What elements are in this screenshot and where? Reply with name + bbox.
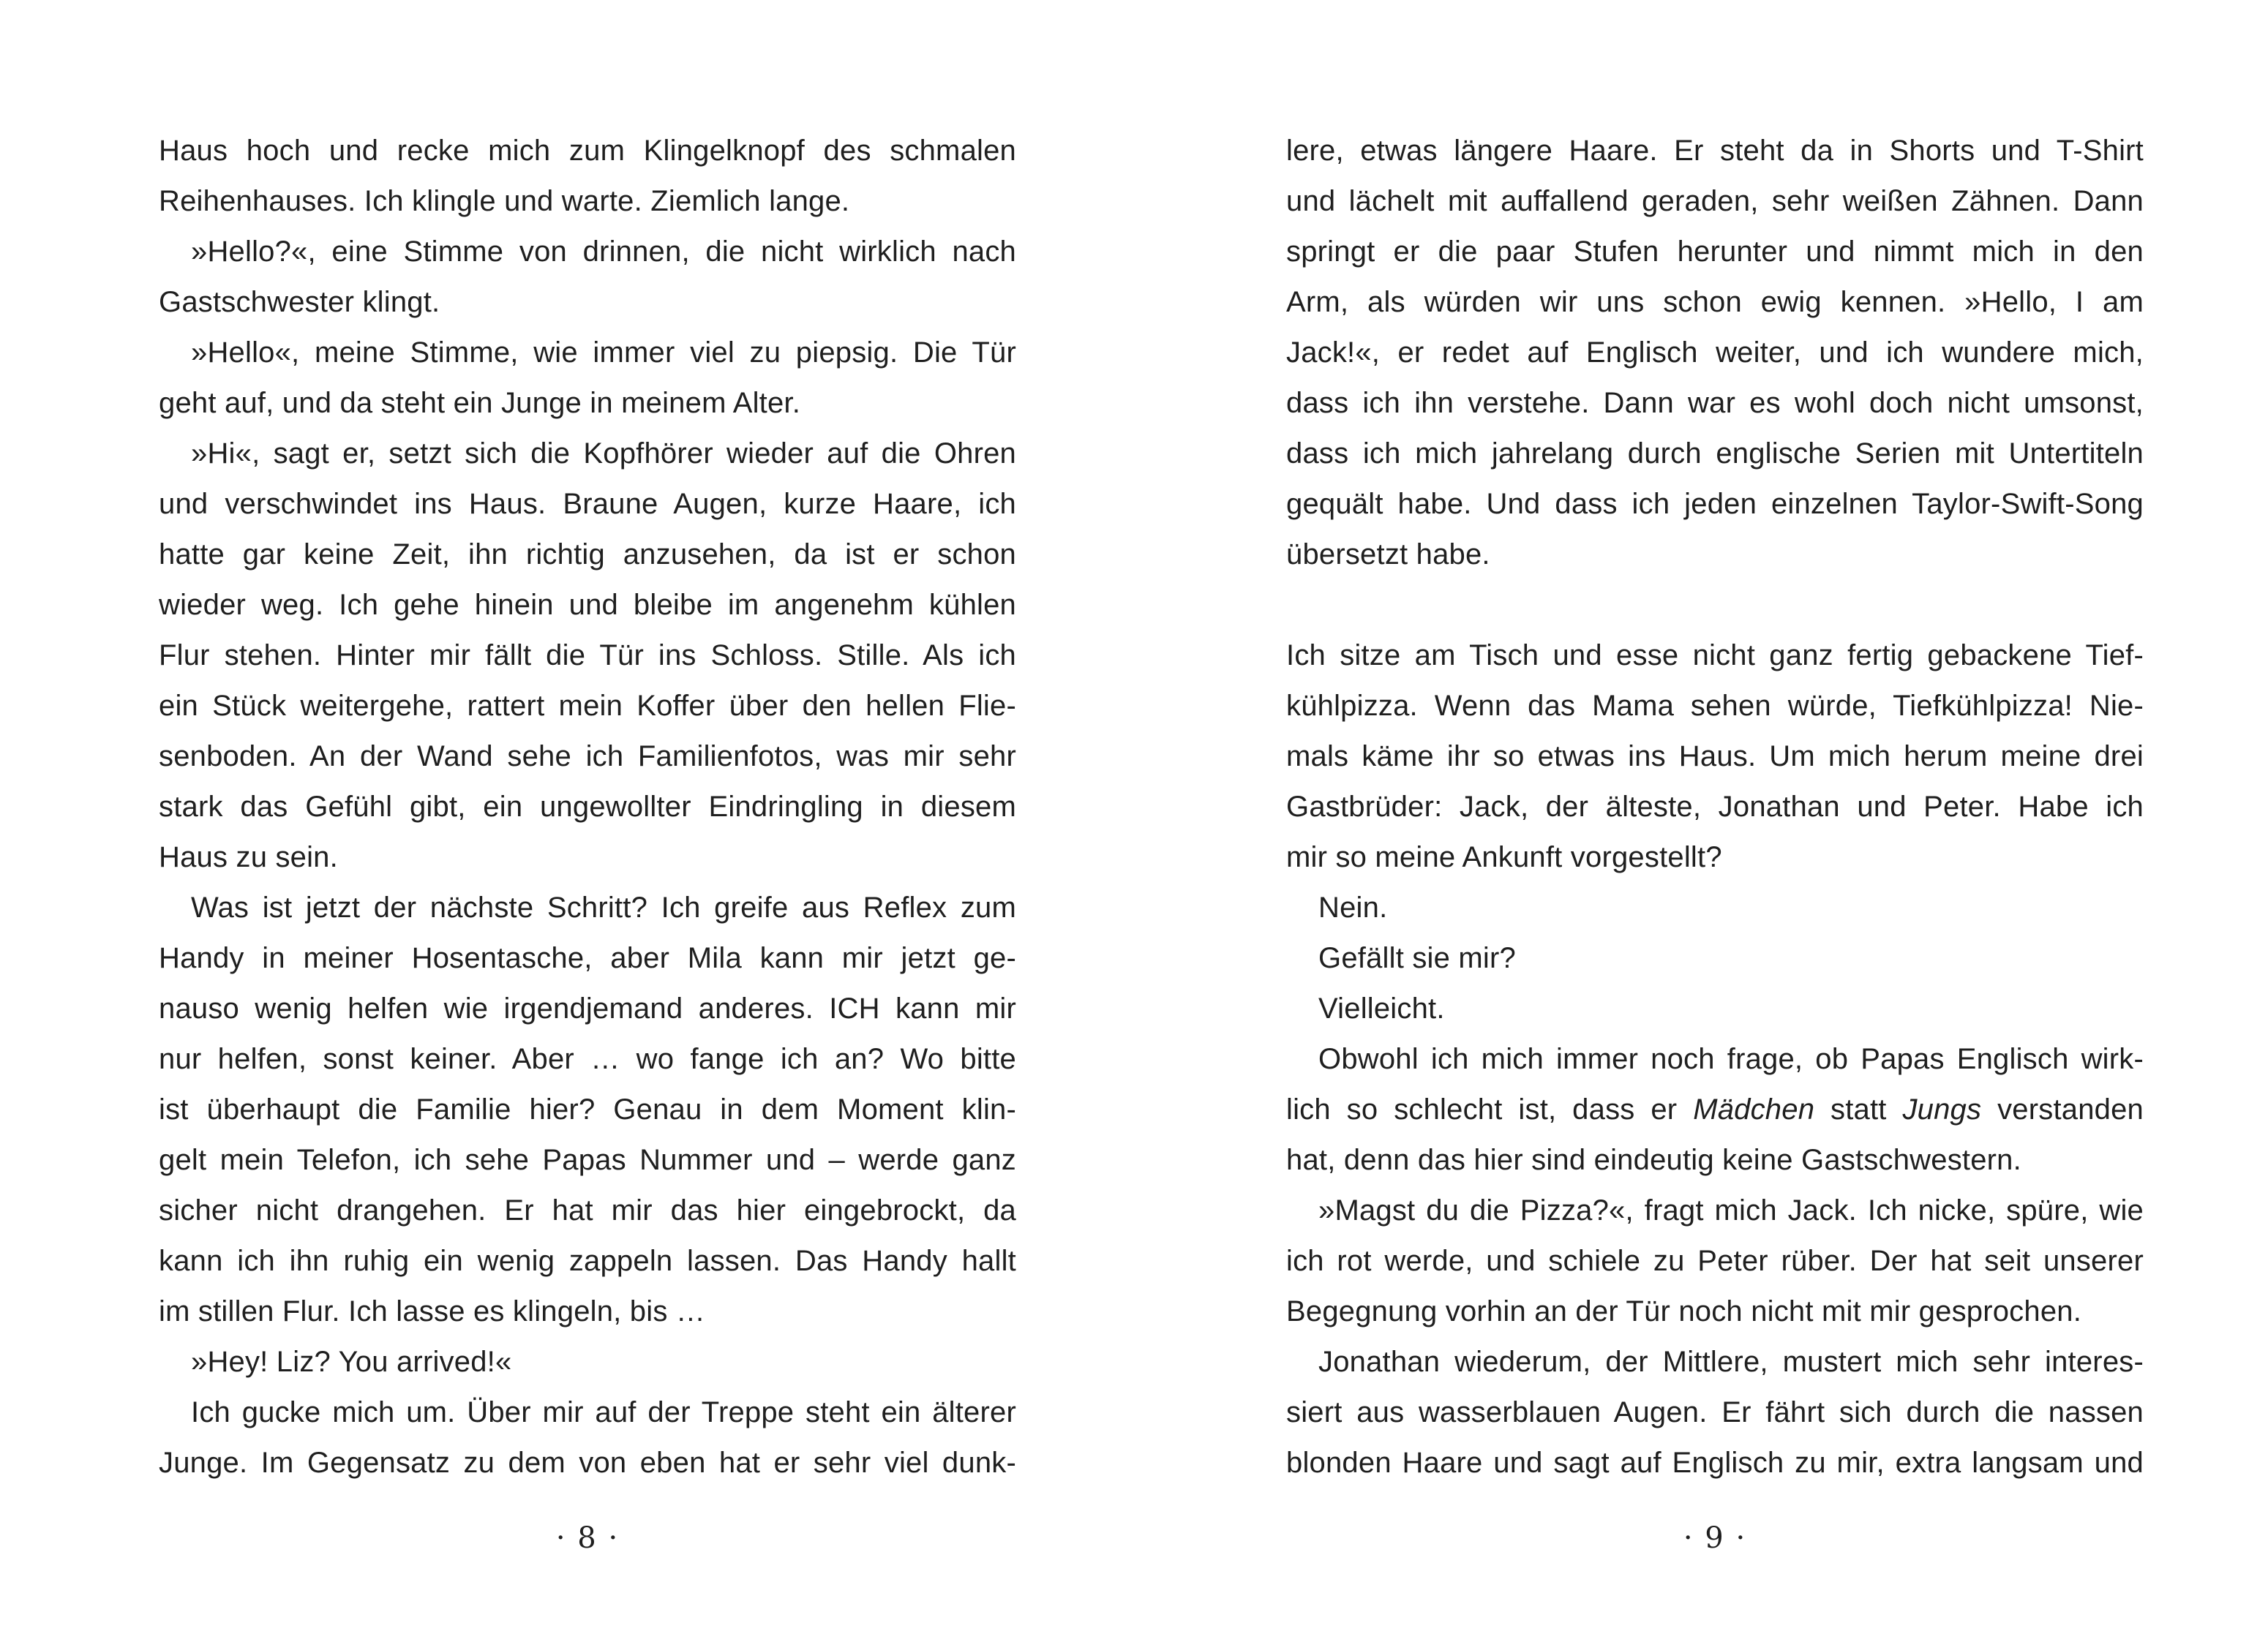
text-line: mir so meine Ankunft vorgestellt?	[1286, 841, 1722, 873]
text-line: Junge. Im Gegensatz zu dem von eben hat er sehr viel dunk-	[159, 1447, 1016, 1479]
text-line: Gefällt sie mir?	[1318, 942, 1516, 974]
text-line: Nein.	[1318, 892, 1388, 924]
text-line: ist überhaupt die Familie hier? Genau in dem Moment klin-	[159, 1093, 1016, 1126]
text-line: »Magst du die Pizza?«, fragt mich Jack. Ich nicke, spüre, wie	[1318, 1194, 2144, 1227]
page-body	[159, 126, 1016, 1488]
text-line: »Hello«, meine Stimme, wie immer viel zu piepsig. Die Tür	[191, 336, 1016, 369]
text-line: lich so schlecht ist, dass er Mädchen statt Jungs verstanden	[1286, 1093, 2144, 1126]
text-line: Gastschwester klingt.	[159, 286, 440, 318]
text-line: hatte gar keine Zeit, ihn richtig anzusehen, da ist er schon	[159, 538, 1016, 570]
text-line: springt er die paar Stufen herunter und nimmt mich in den	[1286, 236, 2144, 268]
text-line: Jack!«, er redet auf Englisch weiter, und ich wundere mich,	[1286, 336, 2144, 369]
text-line: ich rot werde, und schiele zu Peter rüber. Der hat seit unserer	[1286, 1245, 2144, 1277]
text-line: »Hey! Liz? You arrived!«	[191, 1346, 512, 1378]
text-line: Reihenhauses. Ich klingle und warte. Ziemlich lange.	[159, 185, 850, 217]
page-left	[159, 126, 1016, 1488]
text-line: nauso wenig helfen wie irgendjemand anderes. ICH kann mir	[159, 993, 1016, 1025]
text-line: blonden Haare und sagt auf Englisch zu mir, extra langsam und	[1286, 1447, 2144, 1479]
text-line: und verschwindet ins Haus. Braune Augen, kurze Haare, ich	[159, 488, 1016, 520]
text-line: ein Stück weitergehe, rattert mein Koffer über den hellen Flie-	[159, 690, 1016, 722]
page-number-left: · 8 ·	[555, 1521, 620, 1555]
page-body	[1286, 126, 2144, 1488]
text-line: geht auf, und da steht ein Junge in meinem Alter.	[159, 387, 801, 419]
text-line: stark das Gefühl gibt, ein ungewollter Eindringling in diesem	[159, 791, 1016, 823]
italic-text: Jungs	[1902, 1093, 1982, 1126]
text-line: siert aus wasserblauen Augen. Er fährt sich durch die nassen	[1286, 1396, 2144, 1428]
text-line: kühlpizza. Wenn das Mama sehen würde, Tiefkühlpizza! Nie-	[1286, 690, 2144, 722]
text-line: »Hello?«, eine Stimme von drinnen, die nicht wirklich nach	[191, 236, 1016, 268]
text-line: lere, etwas längere Haare. Er steht da in Shorts und T-Shirt	[1286, 135, 2144, 167]
text-line: übersetzt habe.	[1286, 538, 1490, 570]
text-line: Obwohl ich mich immer noch frage, ob Papas Englisch wirk-	[1318, 1043, 2144, 1075]
text-line: sicher nicht drangehen. Er hat mir das hier eingebrockt, da	[159, 1194, 1016, 1227]
text-line: kann ich ihn ruhig ein wenig zappeln lassen. Das Handy hallt	[159, 1245, 1016, 1277]
text-line: wieder weg. Ich gehe hinein und bleibe im angenehm kühlen	[159, 589, 1016, 621]
text-line: Vielleicht.	[1318, 993, 1445, 1025]
text-line: hat, denn das hier sind eindeutig keine Gastschwestern.	[1286, 1144, 2021, 1176]
italic-text: Mädchen	[1693, 1093, 1815, 1126]
text-line: Handy in meiner Hosentasche, aber Mila kann mir jetzt ge-	[159, 942, 1016, 974]
text-line: im stillen Flur. Ich lasse es klingeln, bis …	[159, 1295, 706, 1327]
text-line: senboden. An der Wand sehe ich Familienfotos, was mir sehr	[159, 740, 1016, 772]
text-line: Was ist jetzt der nächste Schritt? Ich greife aus Reflex zum	[191, 892, 1016, 924]
text-line: Haus hoch und recke mich zum Klingelknopf des schmalen	[159, 135, 1016, 167]
page-right	[1286, 126, 2144, 1488]
text-line: Ich gucke mich um. Über mir auf der Treppe steht ein älterer	[191, 1396, 1016, 1428]
text-line: dass ich ihn verstehe. Dann war es wohl doch nicht umsonst,	[1286, 387, 2144, 419]
text-line: mals käme ihr so etwas ins Haus. Um mich herum meine drei	[1286, 740, 2144, 772]
text-line: gequält habe. Und dass ich jeden einzelnen Taylor-Swift-Song	[1286, 488, 2144, 520]
text-line: Begegnung vorhin an der Tür noch nicht mit mir gesprochen.	[1286, 1295, 2082, 1327]
text-line: Haus zu sein.	[159, 841, 338, 873]
text-line: Arm, als würden wir uns schon ewig kennen. »Hello, I am	[1286, 286, 2144, 318]
text-line: »Hi«, sagt er, setzt sich die Kopfhörer wieder auf die Ohren	[191, 437, 1016, 470]
page-number-right: · 9 ·	[1683, 1521, 1747, 1555]
text-line: gelt mein Telefon, ich sehe Papas Nummer und – werde ganz	[159, 1144, 1016, 1176]
text-line: Jonathan wiederum, der Mittlere, mustert mich sehr interes-	[1318, 1346, 2144, 1378]
text-line: Flur stehen. Hinter mir fällt die Tür ins Schloss. Stille. Als ich	[159, 639, 1016, 671]
blank-line	[1286, 580, 2144, 630]
text-line: und lächelt mit auffallend geraden, sehr weißen Zähnen. Dann	[1286, 185, 2144, 217]
text-line: Ich sitze am Tisch und esse nicht ganz fertig gebackene Tief-	[1286, 639, 2144, 671]
text-line: Gastbrüder: Jack, der älteste, Jonathan und Peter. Habe ich	[1286, 791, 2144, 823]
text-line: nur helfen, sonst keiner. Aber … wo fange ich an? Wo bitte	[159, 1043, 1016, 1075]
text-line: dass ich mich jahrelang durch englische Serien mit Untertiteln	[1286, 437, 2144, 470]
